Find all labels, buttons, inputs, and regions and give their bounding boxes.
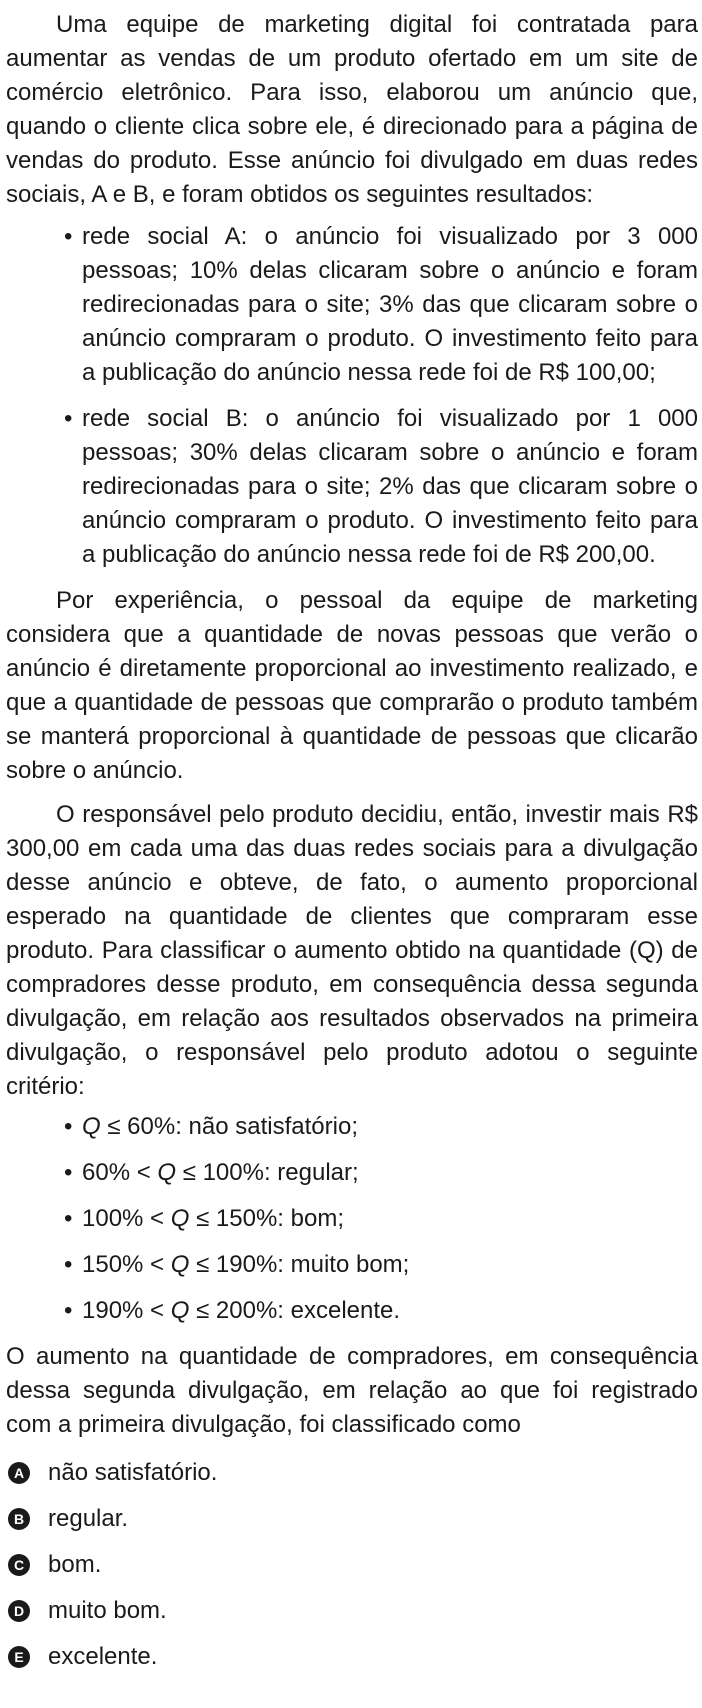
option-text: excelente. (48, 1643, 158, 1670)
answer-options (6, 1456, 698, 1674)
option-letter-icon: D (8, 1600, 30, 1622)
option-letter-icon: E (8, 1646, 30, 1668)
option-text: não satisfatório. (48, 1459, 218, 1486)
criterion-lower: 60% < (82, 1159, 158, 1186)
list-item (6, 402, 698, 572)
criterion-upper: ≤ 190%: muito bom; (189, 1251, 410, 1278)
criterion-variable: Q (170, 1251, 190, 1278)
criterion-lower: 150% < (82, 1251, 171, 1278)
bullet-icon: • (64, 1297, 73, 1324)
bullet-icon: • (64, 1251, 73, 1278)
bullet-icon: • (64, 223, 73, 250)
criterion-lower: 190% < (82, 1297, 171, 1324)
criterion-item (6, 1248, 698, 1282)
intro-paragraph: Uma equipe de marketing digital foi contratada para aumentar as vendas de um produto ofertado em um site de comércio eletrônico. Para isso, elaborou um anúncio que, quando o cliente clica sobre ele, é direcionado para a página de vendas do produto. Esse anúncio foi divulgado em duas redes sociais, A e B, e foram obtidos os seguintes resultados: (6, 11, 698, 208)
criterion-item (6, 1294, 698, 1328)
criterion-upper: ≤ 100%: regular; (176, 1159, 359, 1186)
criterion-variable: Q (170, 1205, 190, 1232)
criterion-upper: ≤ 200%: excelente. (189, 1297, 401, 1324)
option-letter-icon: A (8, 1462, 30, 1484)
network-b-text: rede social B: o anúncio foi visualizado por 1 000 pessoas; 30% delas clicaram sobre o anúncio e foram redirecionadas para o site; 2% das que clicaram sobre o anúncio compraram o produto. O investimento feito para a publicação do anúncio nessa rede foi de R$ 200,00. (82, 405, 698, 568)
bullet-icon: • (64, 1113, 73, 1140)
criterion-variable: Q (170, 1297, 190, 1324)
option-d[interactable] (6, 1594, 698, 1628)
criterion-item (6, 1110, 698, 1144)
bullet-icon: • (64, 405, 73, 432)
option-letter-icon: C (8, 1554, 30, 1576)
option-c[interactable] (6, 1548, 698, 1582)
list-item (6, 220, 698, 390)
criterion-variable: Q (157, 1159, 177, 1186)
option-letter-icon: B (8, 1508, 30, 1530)
criterion-lower: 100% < (82, 1205, 171, 1232)
criteria-list (6, 1110, 698, 1328)
option-b[interactable] (6, 1502, 698, 1536)
criterion-item (6, 1156, 698, 1190)
proportionality-paragraph: Por experiência, o pessoal da equipe de marketing considera que a quantidade de novas pessoas que verão o anúncio é diretamente proporcional ao investimento realizado, e que a quantidade de pessoas que comprarão o produto também se manterá proporcional à quantidade de pessoas que clicarão sobre o anúncio. (6, 587, 698, 784)
question-stem: O aumento na quantidade de compradores, em consequência dessa segunda divulgação, em relação ao que foi registrado com a primeira divulgação, foi classificado como (6, 1343, 698, 1438)
option-text: regular. (48, 1505, 129, 1532)
criterion-paragraph: O responsável pelo produto decidiu, então, investir mais R$ 300,00 em cada uma das duas redes sociais para a divulgação desse anúncio e obteve, de fato, o aumento proporcional esperado na quantidade de clientes que compraram esse produto. Para classificar o aumento obtido na quantidade (Q) de compradores desse produto, em consequência dessa segunda divulgação, em relação aos resultados observados na primeira divulgação, o responsável pelo produto adotou o seguinte critério: (6, 801, 698, 1100)
criterion-upper: ≤ 60%: não satisfatório; (100, 1113, 358, 1140)
option-text: bom. (48, 1551, 102, 1578)
criterion-item (6, 1202, 698, 1236)
option-text: muito bom. (48, 1597, 167, 1624)
option-e[interactable] (6, 1640, 698, 1674)
bullet-icon: • (64, 1159, 73, 1186)
bullet-icon: • (64, 1205, 73, 1232)
network-results-list (6, 220, 698, 572)
option-a[interactable] (6, 1456, 698, 1490)
network-a-text: rede social A: o anúncio foi visualizado por 3 000 pessoas; 10% delas clicaram sobre o anúncio e foram redirecionadas para o site; 3% das que clicaram sobre o anúncio compraram o produto. O investimento feito para a publicação do anúncio nessa rede foi de R$ 100,00; (82, 223, 698, 386)
criterion-variable: Q (82, 1113, 101, 1140)
criterion-upper: ≤ 150%: bom; (189, 1205, 344, 1232)
